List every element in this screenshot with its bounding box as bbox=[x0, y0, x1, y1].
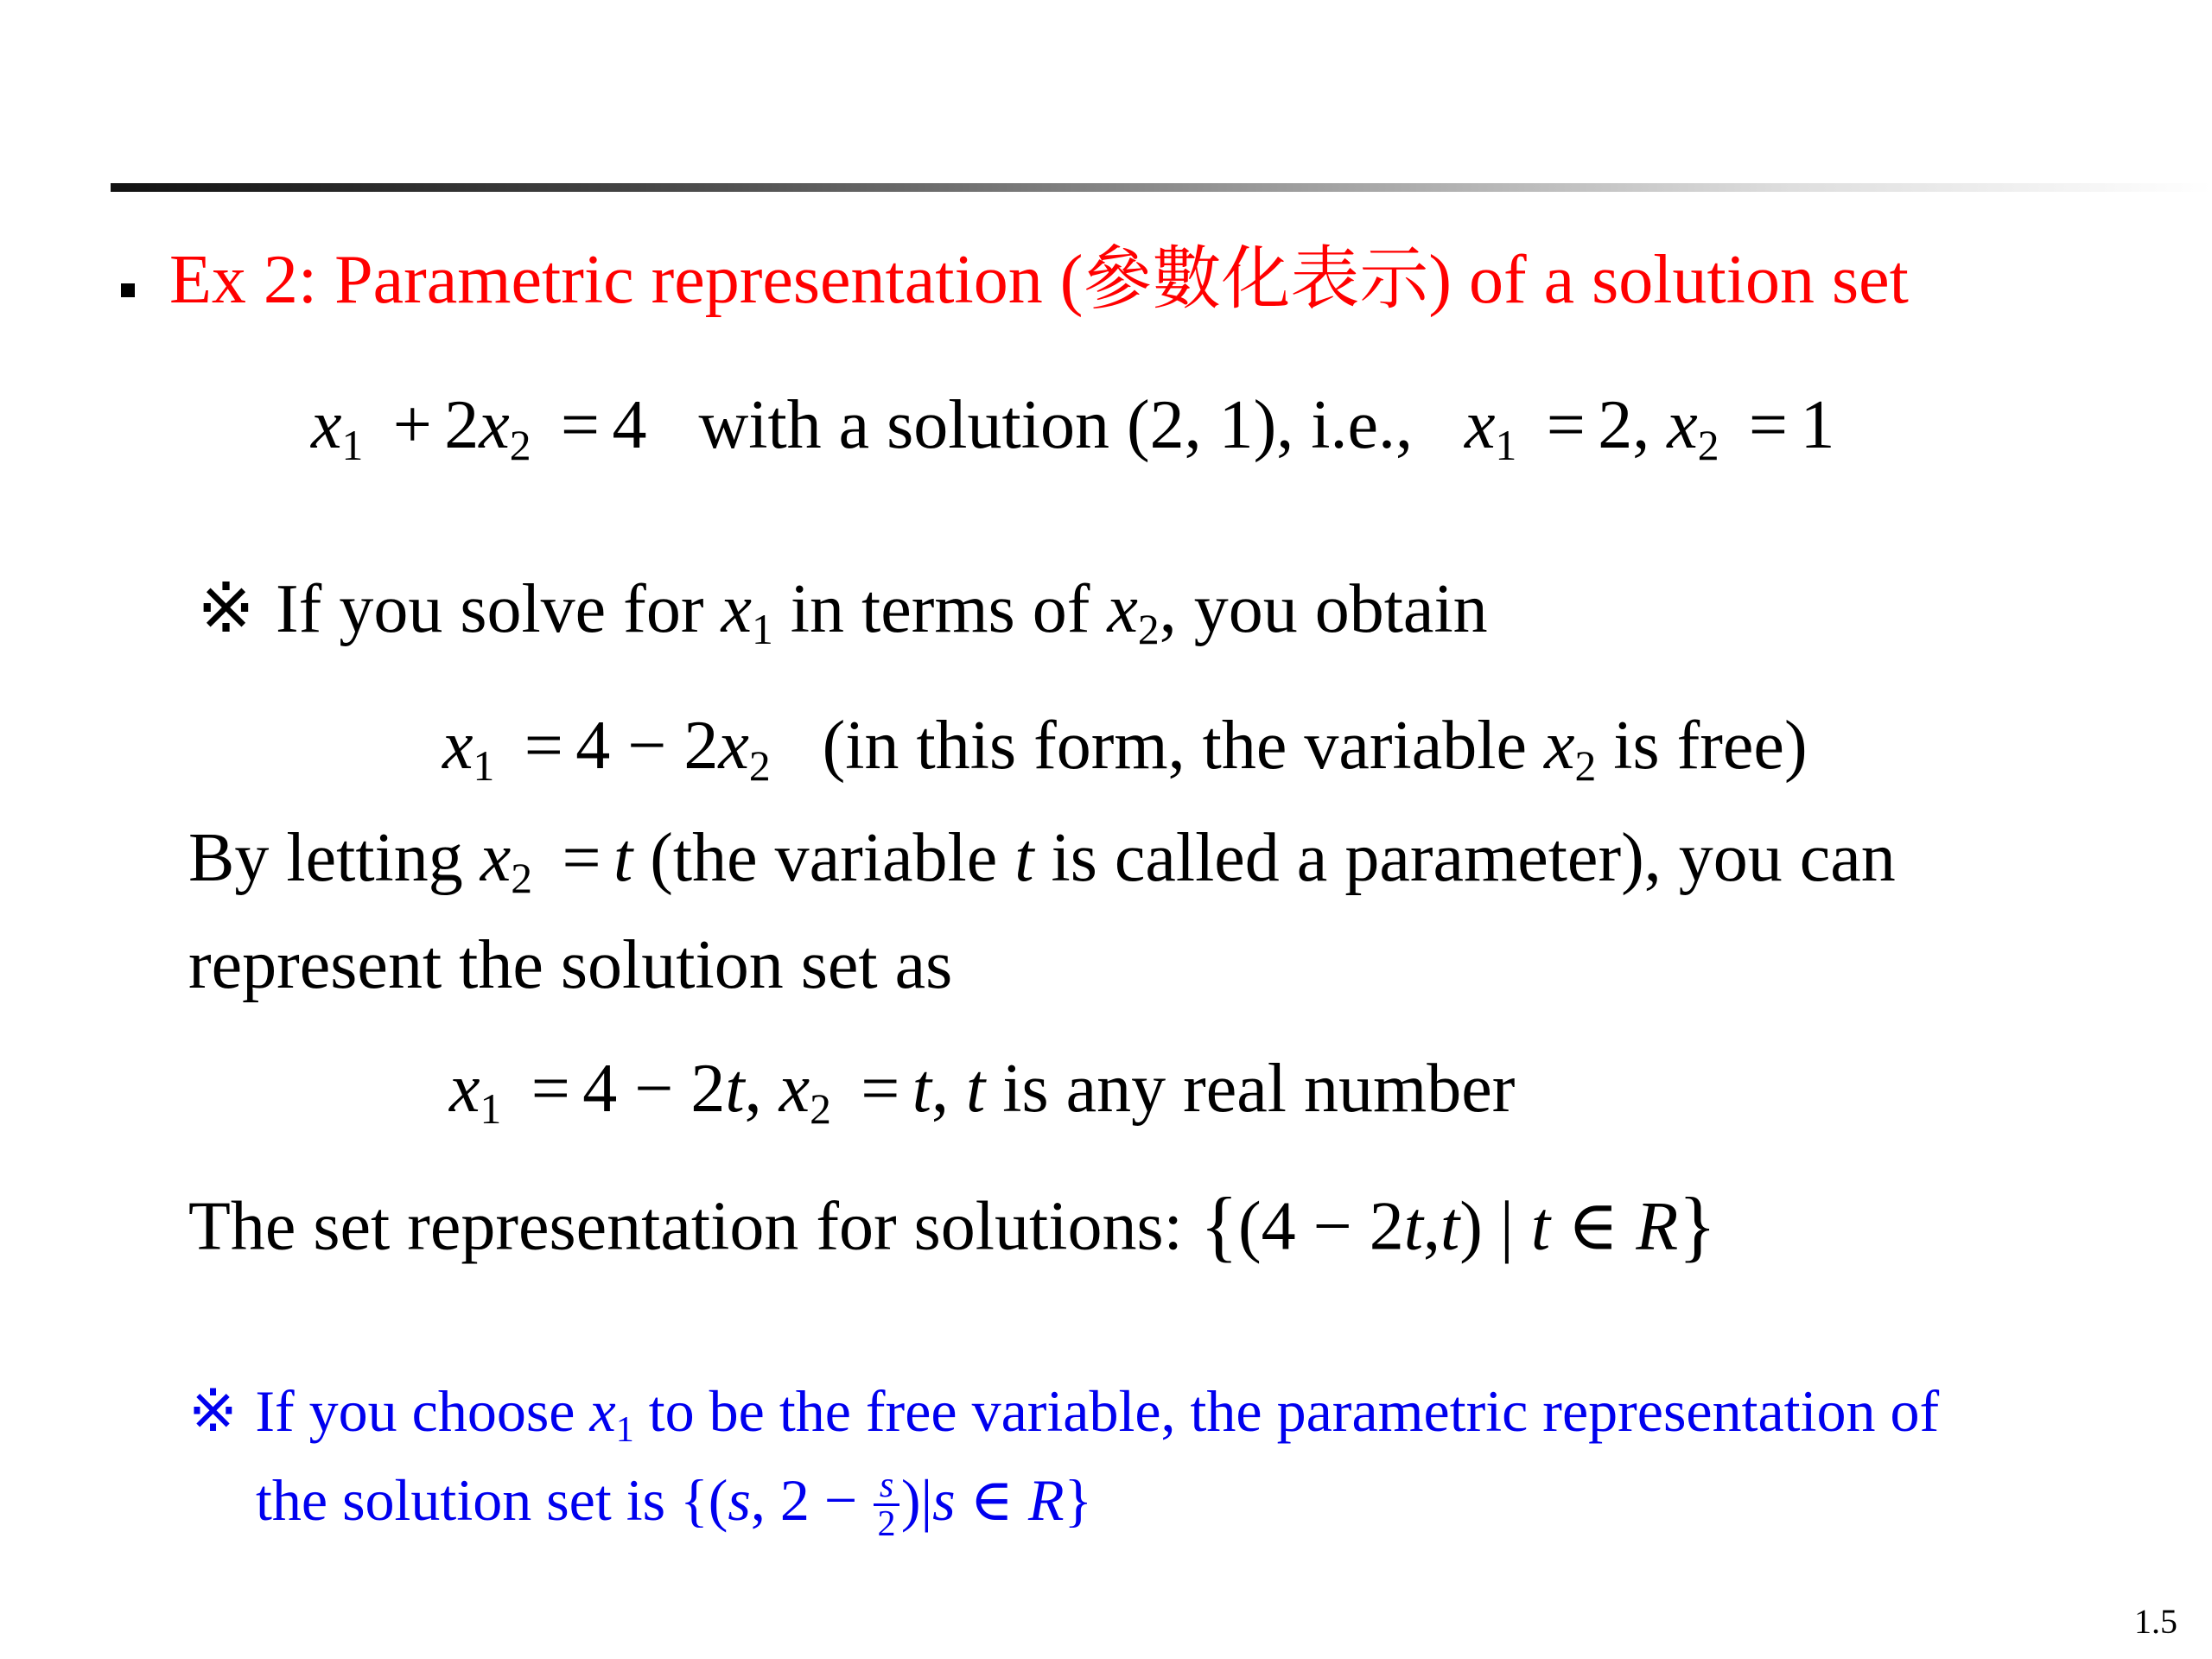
expression: 4 − 2 bbox=[575, 708, 719, 784]
solved-equation-line bbox=[442, 707, 1808, 791]
letting-text: By letting bbox=[188, 820, 463, 896]
title-rule bbox=[111, 183, 2212, 192]
equation-line bbox=[311, 386, 1834, 470]
constant: 1 bbox=[1800, 387, 1835, 463]
parametric-text: is any real number bbox=[1002, 1051, 1516, 1127]
var-t: t bbox=[966, 1051, 986, 1127]
expression: , 2 − bbox=[750, 1467, 858, 1533]
letting-text: (the variable bbox=[650, 820, 998, 896]
note-free-variable-line-2 bbox=[256, 1466, 1092, 1544]
brace: { bbox=[1199, 1181, 1238, 1269]
letting-line bbox=[188, 819, 1896, 903]
bullet-icon bbox=[121, 283, 135, 297]
subscript: 1 bbox=[341, 421, 364, 469]
subscript: 1 bbox=[751, 605, 773, 653]
var-x: x bbox=[721, 571, 752, 647]
comma: , bbox=[744, 1051, 762, 1127]
comma: , bbox=[931, 1051, 950, 1127]
expression: } bbox=[1064, 1467, 1093, 1533]
solved-text: (in this form, the variable bbox=[822, 708, 1527, 784]
subscript: 2 bbox=[1137, 605, 1160, 653]
note-text: , you obtain bbox=[1159, 571, 1488, 647]
subscript: 2 bbox=[509, 421, 531, 469]
element-of: ∈ bbox=[1550, 1188, 1637, 1265]
note-solve-line bbox=[197, 568, 1488, 654]
operator: = bbox=[524, 708, 563, 784]
comma: , bbox=[1423, 1188, 1440, 1265]
var-t: t bbox=[1403, 1188, 1423, 1265]
var-x: x bbox=[1465, 387, 1496, 463]
subscript: 2 bbox=[1697, 421, 1719, 469]
reference-mark-icon: ※ bbox=[188, 1377, 238, 1446]
element-of: ∈ bbox=[955, 1467, 1028, 1533]
solved-text: is free) bbox=[1613, 708, 1808, 784]
equation-middle-text: with a solution (2, 1), i.e., bbox=[698, 387, 1413, 463]
operator: = bbox=[1546, 387, 1586, 463]
var-x: x bbox=[1667, 387, 1698, 463]
note-text: If you solve for bbox=[276, 571, 704, 647]
parametric-line bbox=[449, 1050, 1515, 1134]
subscript: 1 bbox=[480, 1084, 502, 1133]
var-t: t bbox=[1530, 1188, 1551, 1265]
brace: } bbox=[1678, 1181, 1717, 1269]
constant: 2, bbox=[1598, 387, 1650, 463]
var-x: x bbox=[449, 1051, 480, 1127]
operator: = bbox=[1748, 387, 1789, 463]
var-x: x bbox=[480, 820, 512, 896]
var-s: s bbox=[932, 1467, 956, 1533]
title-text-before: Ex 2: Parametric representation ( bbox=[169, 242, 1084, 318]
expression: ) | bbox=[1459, 1188, 1531, 1265]
expression: 4 − 2 bbox=[582, 1051, 726, 1127]
slide-title bbox=[121, 223, 1909, 322]
var-t: t bbox=[613, 820, 633, 896]
var-x: x bbox=[479, 387, 510, 463]
coefficient: 2 bbox=[444, 387, 480, 463]
var-x: x bbox=[718, 708, 749, 784]
letting-text: is called a parameter), you can bbox=[1051, 820, 1896, 896]
var-x: x bbox=[779, 1051, 810, 1127]
var-x: x bbox=[1543, 708, 1575, 784]
set-label: The set representation for solutions: bbox=[188, 1188, 1183, 1265]
subscript: 2 bbox=[810, 1084, 831, 1133]
title-chinese: 參數化表示 bbox=[1083, 238, 1429, 319]
var-s: s bbox=[728, 1467, 751, 1533]
expression: (4 − 2 bbox=[1238, 1188, 1404, 1265]
set-representation-line bbox=[188, 1179, 1716, 1271]
var-t: t bbox=[725, 1051, 745, 1127]
var-x: x bbox=[589, 1378, 616, 1444]
note-text: in terms of bbox=[790, 571, 1090, 647]
letting-line-2: represent the solution set as bbox=[188, 927, 953, 1003]
operator: = bbox=[531, 1051, 570, 1127]
operator: = bbox=[861, 1051, 900, 1127]
reference-mark-icon: ※ bbox=[197, 568, 256, 648]
subscript: 2 bbox=[1574, 741, 1597, 790]
fraction-numerator: s bbox=[874, 1467, 899, 1506]
expression: )| bbox=[900, 1467, 933, 1533]
note-text: the solution set is bbox=[256, 1467, 666, 1533]
note-text: to be the free variable, the parametric representation of bbox=[648, 1378, 1940, 1444]
operator: = bbox=[560, 387, 601, 463]
expression: {( bbox=[680, 1467, 728, 1533]
note-text: If you choose bbox=[255, 1378, 575, 1444]
note-free-variable-line bbox=[188, 1377, 1939, 1451]
var-x: x bbox=[311, 387, 342, 463]
var-t: t bbox=[1014, 820, 1034, 896]
subscript: 1 bbox=[473, 741, 495, 790]
page-number: 1.5 bbox=[2134, 1602, 2177, 1641]
operator: + bbox=[392, 387, 432, 463]
var-r: R bbox=[1027, 1467, 1065, 1533]
var-t: t bbox=[1440, 1188, 1460, 1265]
var-x: x bbox=[442, 708, 474, 784]
fraction-denominator: 2 bbox=[877, 1503, 896, 1544]
subscript: 1 bbox=[615, 1408, 634, 1450]
fraction bbox=[874, 1464, 899, 1544]
constant: 4 bbox=[612, 387, 647, 463]
subscript: 2 bbox=[511, 854, 533, 902]
title-text-after: ) of a solution set bbox=[1428, 242, 1909, 318]
subscript: 1 bbox=[1495, 421, 1517, 469]
operator: = bbox=[562, 820, 601, 896]
subscript: 2 bbox=[748, 741, 771, 790]
var-t: t bbox=[912, 1051, 932, 1127]
var-x: x bbox=[1107, 571, 1138, 647]
var-r: R bbox=[1636, 1188, 1679, 1265]
